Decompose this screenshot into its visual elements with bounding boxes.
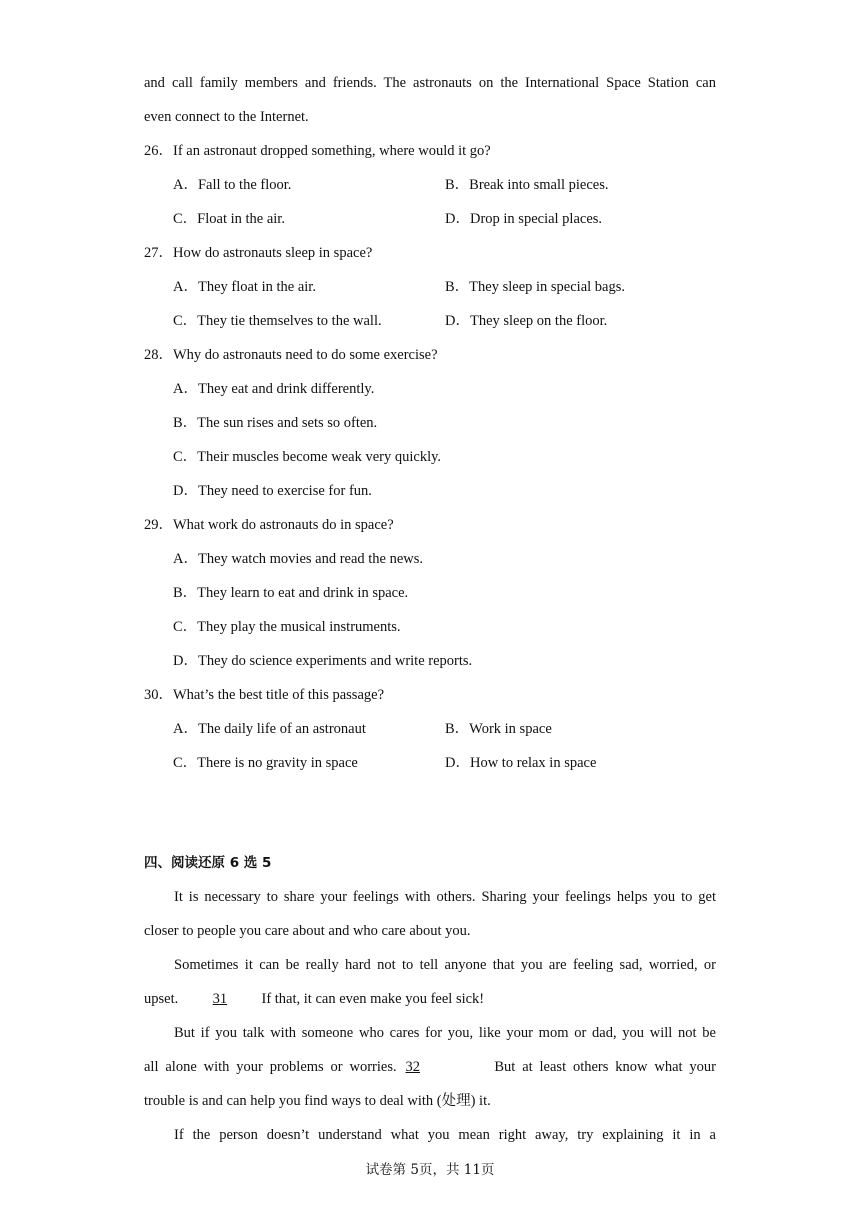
option-b[interactable]: B．The sun rises and sets so often. xyxy=(173,415,378,431)
question-28-stem: 28．Why do astronauts need to do some exercise? xyxy=(144,347,438,363)
option-b[interactable]: B．They learn to eat and drink in space. xyxy=(173,585,409,601)
passage-line: even connect to the Internet. xyxy=(144,109,309,125)
option-d[interactable]: D．Drop in special places. xyxy=(445,211,603,227)
text-segment: But at least others know what your xyxy=(487,1059,716,1075)
option-c[interactable]: C．There is no gravity in space xyxy=(173,755,358,771)
question-26-stem: 26．If an astronaut dropped something, where would it go? xyxy=(144,143,491,159)
option-b[interactable]: B．Break into small pieces. xyxy=(445,177,609,193)
question-27-stem: 27．How do astronauts sleep in space? xyxy=(144,245,373,261)
question-30-options-row-2 xyxy=(144,746,716,780)
section-title: 四、阅读还原 6 选 5 xyxy=(144,855,272,871)
question-27-options-row-2 xyxy=(144,304,716,338)
option-d[interactable]: D．How to relax in space xyxy=(445,755,597,771)
question-29-stem: 29．What work do astronauts do in space? xyxy=(144,517,394,533)
paragraph-line: But if you talk with someone who cares for you, like your mom or dad, you will not be xyxy=(174,1025,716,1041)
option-c[interactable]: C．They play the musical instruments. xyxy=(173,619,401,635)
paragraph-line xyxy=(144,982,716,1016)
paragraph-line: trouble is and can help you find ways to deal with (处理) it. xyxy=(144,1093,491,1109)
text-segment: upset. xyxy=(144,991,182,1007)
question-27-options-row-1 xyxy=(144,270,716,304)
option-a[interactable]: A．They eat and drink differently. xyxy=(173,381,375,397)
answer-blank-31[interactable]: 31 xyxy=(212,991,228,1007)
question-30-options-row-1 xyxy=(144,712,716,746)
text-segment: all alone with your problems or worries. xyxy=(144,1059,404,1075)
question-26-options-row-2 xyxy=(144,202,716,236)
option-a[interactable]: A．They float in the air. xyxy=(173,279,316,295)
paragraph-line xyxy=(144,1050,716,1084)
page-footer: 试卷第 5页，共 11页 xyxy=(365,1162,495,1178)
text-segment: If that, it can even make you feel sick! xyxy=(257,991,485,1007)
question-30-stem: 30．What’s the best title of this passage? xyxy=(144,687,385,703)
option-d[interactable]: D．They do science experiments and write reports. xyxy=(173,653,473,669)
paragraph-line: If the person doesn’t understand what you mean right away, try explaining it in a xyxy=(174,1127,716,1143)
option-c[interactable]: C．Their muscles become weak very quickly. xyxy=(173,449,442,465)
answer-blank-32[interactable]: 32 xyxy=(405,1059,420,1075)
passage-line: and call family members and friends. The astronauts on the International Space Station can xyxy=(144,75,716,91)
option-b[interactable]: B．They sleep in special bags. xyxy=(445,279,625,295)
paragraph-line: closer to people you care about and who care about you. xyxy=(144,923,471,939)
section-gap xyxy=(144,780,716,846)
page-content xyxy=(144,66,716,1152)
option-d[interactable]: D．They sleep on the floor. xyxy=(445,313,608,329)
paragraph-line: Sometimes it can be really hard not to tell anyone that you are feeling sad, worried, or xyxy=(174,957,716,973)
option-b[interactable]: B．Work in space xyxy=(445,721,552,737)
option-a[interactable]: A．Fall to the floor. xyxy=(173,177,292,193)
question-26-options-row-1 xyxy=(144,168,716,202)
option-c[interactable]: C．They tie themselves to the wall. xyxy=(173,313,382,329)
option-a[interactable]: A．The daily life of an astronaut xyxy=(173,721,366,737)
option-a[interactable]: A．They watch movies and read the news. xyxy=(173,551,424,567)
option-c[interactable]: C．Float in the air. xyxy=(173,211,285,227)
paragraph-line: It is necessary to share your feelings with others. Sharing your feelings helps you to get xyxy=(174,889,716,905)
option-d[interactable]: D．They need to exercise for fun. xyxy=(173,483,372,499)
